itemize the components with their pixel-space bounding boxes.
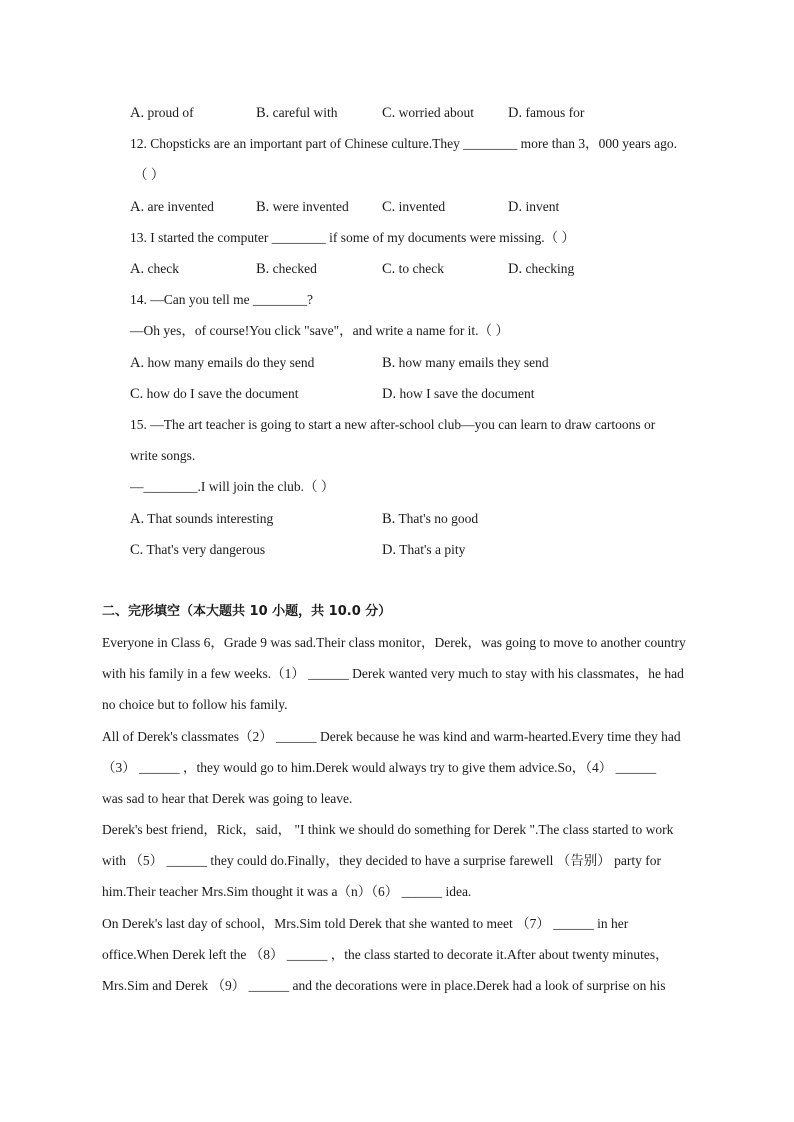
option-letter: A. (130, 355, 145, 371)
option-letter: C. (130, 542, 144, 558)
section-heading-cloze: 二、完形填空（本大题共 10 小题，共 10.0 分） (102, 604, 392, 619)
q14-stem: 14. —Can you tell me ________? (130, 292, 313, 307)
q14-option-a (130, 354, 314, 372)
option-text: careful with (272, 105, 338, 120)
q12-option-d (508, 198, 559, 216)
option-letter: A. (130, 261, 145, 277)
option-text: checking (525, 261, 575, 276)
option-letter: C. (130, 386, 144, 402)
q13-option-a (130, 260, 179, 278)
passage-line: On Derek's last day of school，Mrs.Sim told Derek that she wanted to meet （7） ______ in her (102, 916, 629, 931)
option-text: That's no good (398, 511, 479, 526)
q14-option-b (382, 354, 549, 372)
option-letter: D. (508, 261, 523, 277)
option-text: how many emails do they send (147, 355, 315, 370)
q14-option-c (130, 385, 299, 403)
passage-line: office.When Derek left the （8） ______ ，the class started to decorate it.After about twenty minutes， (102, 947, 669, 962)
passage-line: （3） ______ ，they would go to him.Derek would always try to give them advice.So，（4） ______ (102, 760, 657, 775)
option-letter: A. (130, 105, 145, 121)
option-letter: D. (382, 386, 397, 402)
option-letter: B. (382, 355, 396, 371)
option-text: That sounds interesting (147, 511, 274, 526)
passage-line: with （5） ______ they could do.Finally，they decided to have a surprise farewell （告别） party for (102, 853, 661, 868)
option-letter: C. (382, 199, 396, 215)
q15-option-a (130, 510, 273, 528)
option-text: That's very dangerous (146, 542, 266, 557)
option-text: invented (398, 199, 446, 214)
option-letter: B. (256, 261, 270, 277)
passage-line: Derek's best friend，Rick，said， "I think we should do something for Derek ".The class started to work (102, 822, 674, 837)
option-text: how I save the document (399, 386, 535, 401)
q13-option-b (256, 260, 317, 278)
option-letter: D. (508, 199, 523, 215)
q13-option-c (382, 260, 444, 278)
q12-answer-bracket: （ ） (134, 167, 165, 182)
option-text: checked (272, 261, 317, 276)
q13-stem: 13. I started the computer ________ if some of my documents were missing.（ ） (130, 230, 576, 245)
q11-option-b (256, 104, 338, 122)
option-letter: C. (382, 261, 396, 277)
option-letter: D. (508, 105, 523, 121)
q14-reply: —Oh yes，of course!You click "save"，and write a name for it.（ ） (130, 323, 509, 338)
option-text: That's a pity (399, 542, 466, 557)
q14-option-d (382, 385, 534, 403)
option-letter: B. (382, 511, 396, 527)
option-text: are invented (147, 199, 214, 214)
option-text: check (147, 261, 179, 276)
q12-option-c (382, 198, 445, 216)
q15-option-b (382, 510, 478, 528)
option-text: famous for (525, 105, 585, 120)
q12-stem: 12. Chopsticks are an important part of Chinese culture.They ________ more than 3，000 years ago. (130, 136, 677, 151)
q12-option-a (130, 198, 214, 216)
passage-line: All of Derek's classmates（2） ______ Derek because he was kind and warm-hearted.Every time they had (102, 729, 681, 744)
q15-option-d (382, 541, 465, 559)
q15-stem-continued: write songs. (130, 448, 196, 463)
q15-stem: 15. —The art teacher is going to start a new after-school club—you can learn to draw cartoons or (130, 417, 656, 432)
option-text: worried about (398, 105, 475, 120)
q11-option-c (382, 104, 474, 122)
option-text: how many emails they send (398, 355, 549, 370)
q12-option-b (256, 198, 349, 216)
option-letter: C. (382, 105, 396, 121)
option-text: proud of (147, 105, 194, 120)
option-letter: B. (256, 199, 270, 215)
option-text: were invented (272, 199, 349, 214)
passage-line: Mrs.Sim and Derek （9） ______ and the decorations were in place.Derek had a look of surprise on his (102, 978, 666, 993)
q13-option-d (508, 260, 574, 278)
option-letter: A. (130, 199, 145, 215)
q15-option-c (130, 541, 265, 559)
option-letter: D. (382, 542, 397, 558)
passage-line: him.Their teacher Mrs.Sim thought it was a（n）（6） ______ idea. (102, 884, 472, 899)
passage-line: was sad to hear that Derek was going to leave. (102, 791, 353, 806)
q15-reply: —________.I will join the club.（ ） (130, 479, 335, 494)
option-letter: B. (256, 105, 270, 121)
passage-line: no choice but to follow his family. (102, 697, 288, 712)
option-text: how do I save the document (146, 386, 299, 401)
q11-option-d (508, 104, 584, 122)
option-text: invent (525, 199, 560, 214)
passage-line: Everyone in Class 6，Grade 9 was sad.Their class monitor，Derek，was going to move to another country (102, 635, 686, 650)
q11-option-a (130, 104, 194, 122)
option-text: to check (398, 261, 445, 276)
passage-line: with his family in a few weeks.（1） ______ Derek wanted very much to stay with his classmates，he had (102, 666, 684, 681)
option-letter: A. (130, 511, 145, 527)
